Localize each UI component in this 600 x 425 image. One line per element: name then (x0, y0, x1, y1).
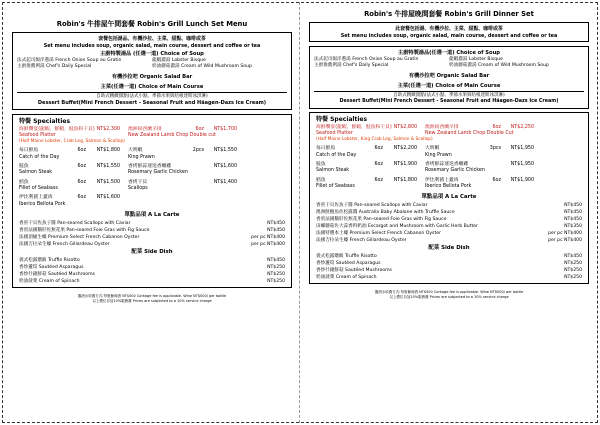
a-la-carte-row (316, 223, 582, 230)
item-portion: 6oz (374, 177, 383, 183)
item-name: 伊比利豬上蓋肉 (19, 195, 53, 201)
item-price (204, 195, 237, 201)
soup-option: 主廚推薦例湯 Chef's Daily Special (314, 63, 389, 69)
item-portion: 6oz (195, 126, 204, 132)
dish-price: per pc NT$400 (548, 238, 582, 244)
dish-name: 香煎干貝佐魚子醬 Pan-seared Scallops with Caviar (316, 203, 428, 209)
item-portion (485, 162, 501, 168)
item-portion: 2pcs (192, 148, 204, 154)
footer-note (8, 294, 296, 304)
item-price: NT$1,900 (510, 177, 534, 183)
dish-name: 香炒蘆筍 Sautéed Asparagus (316, 261, 381, 267)
dish-name: 奶油菠菜 Cream of Spinach (316, 275, 377, 281)
item-name: 大明蝦 (425, 146, 440, 152)
set-menu-box (309, 22, 589, 42)
dessert-buffet: Dessert Buffet(Mini French Dessert - Seasonal Fruit and Häagen-Dazs Ice Cream) (339, 99, 559, 105)
item-price: NT$1,550 (213, 148, 237, 154)
item-portion: 6oz (77, 164, 86, 170)
a-la-carte-row (19, 220, 285, 227)
item-name: 海鮮饗宴(龍蝦、鮮蝦、鮭魚和干貝) (316, 124, 392, 130)
specialty-note: (Half Maine Lobster, Crab Leg, Salmon & Scallop) (19, 139, 125, 145)
footer-note (305, 290, 593, 300)
side-dish-header: 配菜 Side Dish (428, 245, 470, 252)
item-name-en: Salmon Steak (316, 168, 350, 174)
page-divider (299, 2, 300, 423)
spacer (86, 202, 120, 208)
a-la-carte-header: 單點品項 A La Carte (124, 211, 180, 218)
item-name-en: New Zealand Lamb Chop Double Cut (425, 131, 514, 137)
item-price: NT$2,250 (510, 124, 534, 130)
dish-price: NT$250 (564, 275, 582, 281)
item-portion: 6oz (77, 195, 86, 201)
intro-line-en: Set menu includes soup, organic salad, main course, dessert and coffee or tea (43, 42, 261, 49)
side-dish-row (316, 267, 582, 274)
item-portion (188, 195, 204, 201)
item-name-en: Fillet of Seabass (19, 185, 58, 191)
main-course-box (12, 114, 292, 288)
item-name-en: Rosemary Garlic Chicken (128, 170, 188, 176)
item-portion: 6oz (492, 177, 501, 183)
a-la-carte-row (316, 209, 582, 216)
item-price: NT$2,800 (393, 124, 417, 130)
dish-price: NT$250 (267, 264, 285, 270)
spacer (383, 184, 417, 190)
item-price: NT$1,600 (213, 164, 237, 170)
dish-name: 澳洲鮮鮑魚佐松露醬 Australia Baby Abalone with Truffle Sauce (316, 210, 455, 216)
dish-price: NT$250 (564, 268, 582, 274)
dish-name: 奶油菠菜 Cream of Spinach (19, 278, 80, 284)
dish-name: 法國特選本土蠔 Premium Select French Cabanon Oyster (316, 231, 441, 237)
dessert-buffet: Dessert Buffet(Mini French Dessert - Seasonal Fruit and Häagen-Dazs Ice Cream) (37, 100, 267, 107)
item-name: 伊比利豬上蓋肉 (425, 177, 459, 183)
item-portion: 6oz (374, 162, 383, 168)
item-price: NT$1,500 (96, 179, 120, 185)
side-dish-header: 配菜 Side Dish (131, 248, 173, 255)
page-title: Robin's 牛排屋晚間套餐 Robin's Grill Dinner Set (364, 10, 534, 18)
item-name-en (120, 202, 188, 208)
dish-price: NT$350 (564, 224, 582, 230)
soup-row (314, 63, 584, 70)
item-price: NT$2,300 (96, 126, 120, 132)
soup-row (17, 64, 287, 71)
dish-name: 香炒什錦鮮菇 Sautéed Mushrooms (19, 271, 95, 277)
item-name: 鱈魚 (316, 177, 326, 183)
spacer (69, 155, 86, 161)
dish-price: per pc NT$400 (251, 241, 285, 247)
footer-line: 攜酒水收費方式:每瓶葡萄酒 NT$500 Corkage fee is applicable. Wine NT$500/ per bottle (77, 293, 227, 298)
item-name-en: Iberico Bellota Pork (425, 183, 472, 189)
item-name: 每日鮮魚 (316, 146, 336, 152)
dish-price: NT$250 (564, 261, 582, 267)
item-name-en: Scallops (128, 185, 148, 191)
soup-option: 奶油蘑菇濃湯 Cream of Wild Mushroom Soup (152, 64, 252, 70)
footer-line: 以上價位另加10%服務費 Prices are subjected to a 10% service charge (389, 295, 509, 300)
footer-line: 以上價位另加10%服務費 Prices are subjected to a 10% service charge (92, 298, 212, 303)
salad-bar-label: 有機沙拉吧 Organic Salad Bar (111, 73, 193, 80)
item-price: NT$1,600 (96, 195, 120, 201)
side-dish-row (19, 271, 285, 278)
dessert-cjk: 自助式精緻甜點(法式小點、季節水果與哈根達斯冰淇淋) (393, 93, 505, 99)
item-name-en: Fillet of Seabass (316, 183, 355, 189)
soup-option: 龍蝦濃湯 Lobster Bisque (449, 56, 503, 62)
dish-name: 香煎法國鵝肝佐無花果 Pan-seared Foie Gras with Fig Sauce (316, 217, 447, 223)
spacer (366, 153, 383, 159)
dessert-cjk: 自助式精緻甜點(法式小點、季節水果與哈根達斯冰淇淋) (96, 94, 208, 100)
dish-name: 義式松露燉飯 Truffle Risotto (19, 257, 80, 263)
a-la-carte-row (19, 227, 285, 234)
soup-header: 主廚特製湯品 (任選一道) Choice of Soup (100, 51, 204, 57)
soup-header: 主廚特製湯品(任選一道) Choice of Soup (398, 50, 500, 56)
a-la-carte-row (19, 241, 285, 248)
soup-option: 法式起司焗洋蔥湯 French Onion Soup au Gratin (314, 56, 419, 62)
a-la-carte-row (316, 230, 582, 237)
side-dish-row (19, 257, 285, 264)
item-name: 海鮮饗宴(龍蝦、鮮蝦、鮭魚和干貝) (19, 126, 95, 132)
soup-option: 龍蝦濃湯 Lobster Bisque (152, 57, 206, 63)
main-course-box (309, 112, 589, 284)
spacer (383, 153, 417, 159)
side-dish-row (316, 253, 582, 260)
salad-bar-label: 有機沙拉吧 Organic Salad Bar (408, 72, 490, 79)
item-price: NT$1,400 (213, 179, 237, 185)
spacer (86, 170, 120, 176)
footer-line: 攜酒水收費方式:每瓶葡萄酒 NT$500 Corkage fee is applicable. Wine NT$500/ per bottle (374, 290, 524, 295)
item-portion: 6oz (374, 146, 383, 152)
item-name-en: Iberico Bellota Pork (19, 201, 66, 207)
item-name-en: Seafood Platter (316, 131, 353, 137)
a-la-carte-row (316, 216, 582, 223)
dish-price: NT$250 (267, 278, 285, 284)
item-portion: 6oz (77, 148, 86, 154)
dish-name: 法國吉拉朵生蠔 French Gillardeau Oyster (316, 238, 407, 244)
intro-line-cjk: 此套餐包括湯、有機沙拉、主菜、甜點、咖啡或茶 (395, 26, 503, 32)
spacer (69, 170, 86, 176)
spacer (366, 184, 383, 190)
spacer (69, 202, 86, 208)
dish-name: 法國頂級生蠔 Premium Select French Cabanon Oyster (19, 234, 140, 240)
item-name: 香烤干貝 (128, 179, 148, 185)
item-name-en: New Zealand Lamb Chop Double cut (128, 133, 216, 139)
a-la-carte-row (19, 234, 285, 241)
specialty-note: (Half Maine Lobster, King Crab Leg, Salmon & Scallop) (316, 137, 433, 143)
dish-name: 香煎干貝佐魚子醬 Pan-seared Scallops with Caviar (19, 220, 131, 226)
item-name-en: Catch of the Day (316, 152, 357, 158)
soup-option: 奶油蘑菇濃湯 Cream of Wild Mushroom Soup (449, 63, 549, 69)
dish-price: NT$250 (267, 271, 285, 277)
item-price: NT$1,900 (393, 162, 417, 168)
dish-price: NT$450 (564, 203, 582, 209)
item-price: NT$1,700 (213, 126, 237, 132)
spacer (366, 168, 383, 174)
dish-name: 義式松露燉飯 Truffle Risotto (316, 254, 377, 260)
set-menu-box (12, 32, 292, 110)
spacer (383, 168, 417, 174)
a-la-carte-row (316, 237, 582, 244)
a-la-carte-header: 單點品項 A La Carte (421, 194, 477, 201)
dish-name: 香炒蘆筍 Sautéed Asparagus (19, 264, 84, 270)
dish-price: NT$450 (267, 220, 285, 226)
item-name: 鱈魚 (19, 179, 29, 185)
item-name: 鮭魚 (19, 164, 29, 170)
item-price: NT$1,800 (393, 177, 417, 183)
side-dish-row (19, 278, 285, 285)
item-name-en: Seafood Platter (19, 133, 56, 139)
item-price: NT$1,950 (510, 162, 534, 168)
item-name: 大明蝦 (128, 148, 143, 154)
item-portion: 6oz (77, 179, 86, 185)
soup-option: 法式起司焗洋蔥湯 French Onion Soup au Gratin (17, 57, 122, 63)
choice-box (309, 46, 589, 109)
item-name: 每日鮮魚 (19, 148, 39, 154)
intro-line-cjk: 套餐包括湯品、有機沙拉、主菜、甜點、咖啡或茶 (98, 36, 206, 42)
dish-price: NT$450 (267, 257, 285, 263)
side-dish-row (19, 264, 285, 271)
item-portion (188, 180, 204, 186)
a-la-carte-row (316, 202, 582, 209)
side-dish-row (316, 260, 582, 267)
dish-name: 香煎法國鵝肝佐無花果 Pan-seared Foie Gras with Fig Sauce (19, 227, 150, 233)
item-portion: 3pcs (489, 146, 501, 152)
dish-price: per pc NT$400 (251, 234, 285, 240)
item-name-en: Rosemary Garlic Chicken (425, 168, 485, 174)
item-name-en: King Prawn (128, 154, 155, 160)
item-portion: 6oz (492, 124, 501, 130)
page-title: Robin's 牛排屋午間套餐 Robin's Grill Lunch Set Menu (56, 20, 248, 28)
spacer (86, 155, 120, 161)
item-price: NT$1,550 (96, 164, 120, 170)
side-dish-row (316, 274, 582, 281)
item-name: 香烤鮮蒜迷迭香嫩雞 (128, 164, 172, 170)
main-course-header: 主菜(任選一道) Choice of Main Course (397, 82, 501, 89)
intro-line-en: Set menu includes soup, organic salad, main course, dessert and coffee or tea (340, 32, 558, 39)
main-course-header: 主菜(任選一道) Choice of Main Course (100, 83, 204, 90)
lunch-menu-page (8, 6, 296, 418)
dish-price: NT$450 (267, 227, 285, 233)
specialties-header: 特餐 Specialties (316, 115, 368, 123)
item-name-en: Salmon Steak (19, 170, 53, 176)
dish-name: 香炒什錦鮮菇 Sautéed Mushrooms (316, 268, 392, 274)
spacer (86, 186, 120, 192)
dinner-menu-page (305, 6, 593, 418)
spacer (69, 186, 86, 192)
dish-price: NT$450 (564, 210, 582, 216)
specialties-header: 特餐 Specialties (19, 117, 71, 125)
dish-name: 法國吉拉朵生蠔 French Gillardeau Oyster (19, 241, 110, 247)
item-name: 鮭魚 (316, 162, 326, 168)
item-name: 澳洲紐西蘭羊排 (425, 124, 459, 130)
dish-name: 田螺蘑菇佐大蒜香料奶油 Escargot and Mushroom with Garlic Herb Butter (316, 224, 478, 230)
item-name: 香烤鮮蒜迷迭香嫩雞 (425, 162, 469, 168)
item-price: NT$1,950 (510, 146, 534, 152)
item-name-en: King Prawn (425, 152, 452, 158)
dish-price: NT$450 (564, 254, 582, 260)
soup-option: 主廚推薦例湯 Chef's Daily Special (17, 64, 92, 70)
item-price: NT$2,200 (393, 146, 417, 152)
item-name: 澳洲紐西蘭羊排 (128, 126, 162, 132)
item-portion (188, 164, 204, 170)
dish-price: per pc NT$400 (548, 231, 582, 237)
item-name-en: Catch of the Day (19, 154, 60, 160)
item-price: NT$1,800 (96, 148, 120, 154)
dish-price: NT$450 (564, 217, 582, 223)
